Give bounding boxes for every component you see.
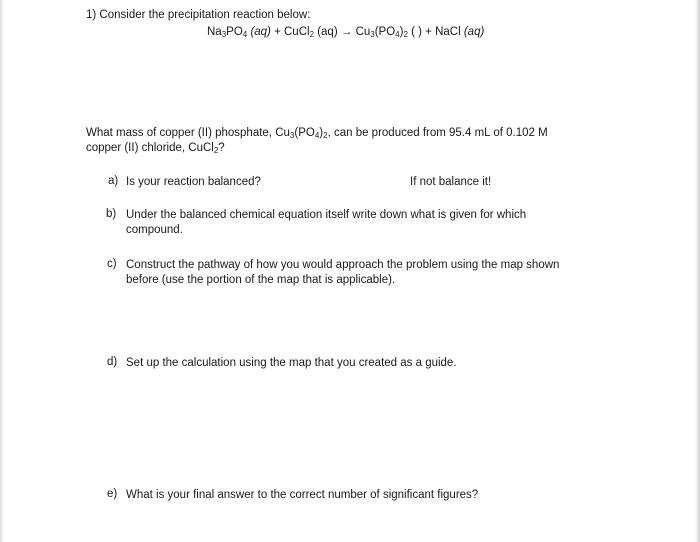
sodium-chloride-formula: NaCl	[435, 26, 461, 38]
copper-chloride-formula: CuCl$_2$	[284, 26, 315, 39]
item-a-aside: If not balance it!	[410, 176, 492, 188]
page-left-edge-shadow	[0, 0, 4, 542]
page-right-edge-shadow	[695, 0, 700, 542]
prompt-line-1: What mass of copper (II) phosphate, $Cu_3(PO_4)_2$, can be produced from 95.4 mL of 0.102 M	[86, 127, 548, 140]
copper-phosphate-formula: $Cu_3(PO_4)_2$	[355, 26, 408, 39]
item-b-text: Under the balanced chemical equation itself write down what is given for which compound.	[126, 209, 527, 236]
state-aqueous-1: (aq)	[250, 26, 271, 38]
item-e-label: e)	[107, 488, 118, 500]
state-aqueous-3: (aq)	[460, 26, 485, 38]
state-aqueous-2: (aq)	[314, 26, 338, 38]
sodium-phosphate-formula: $Na_3PO_4$	[207, 26, 248, 39]
question-prompt	[86, 126, 548, 156]
question-title: 1) Consider the precipitation reaction below:	[86, 9, 311, 21]
reaction-equation: $Na_3PO_4$ (aq) + CuCl$_2$ $(aq) \to Cu_3(PO_4)_2$ ( ) + NaCl (aq)	[207, 26, 485, 39]
blank-state: ( )	[407, 26, 422, 38]
item-e-text: What is your final answer to the correct number of significant figures?	[126, 489, 479, 501]
item-a-label: a)	[108, 175, 119, 187]
item-c-label: c)	[107, 258, 117, 270]
item-b-label: b)	[106, 208, 117, 220]
item-d-label: d)	[107, 356, 118, 368]
reaction-arrow-icon: →	[337, 26, 356, 38]
prompt-line-2: copper (II) chloride, CuCl$_2$?	[86, 142, 225, 155]
item-d-text: Set up the calculation using the map that you created as a guide.	[126, 357, 457, 369]
item-c-text: Construct the pathway of how you would approach the problem using the map shown before (use the portion of the map that is applicable).	[126, 259, 560, 286]
item-a-text: Is your reaction balanced?	[126, 176, 261, 188]
